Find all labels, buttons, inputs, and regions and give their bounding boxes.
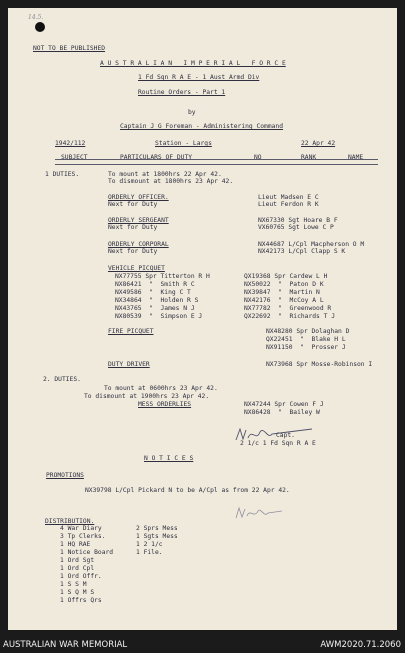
orderly-officer-next: Next for Duty: [108, 201, 158, 208]
distribution-left-10: 1 Offrs Qrs: [60, 597, 102, 604]
pencil-mark: 14.5.: [28, 14, 44, 21]
header-rule-bottom: [55, 164, 378, 165]
vehicle-picquet-left-4: NX34864 " Holden R S: [115, 297, 199, 304]
initials-signature: [234, 506, 284, 522]
orderly-officer-line1: Lieut Madsen E C: [258, 194, 319, 201]
classification: NOT TO BE PUBLISHED: [33, 45, 106, 52]
vehicle-picquet-left-2: NX86421 " Smith R C: [115, 281, 195, 288]
fire-picquet-line2: QX22451 " Blake H L: [266, 336, 346, 343]
duties2-label: 2. DUTIES.: [43, 376, 81, 383]
signature-rank: Capt.: [276, 432, 295, 439]
order-title: Routine Orders - Part 1: [138, 89, 226, 96]
commander: Captain J G Foreman - Administering Command: [120, 123, 284, 130]
force-title: A U S T R A L I A N I M P E R I A L F O R C E: [100, 60, 286, 67]
vehicle-picquet-right-6: QX22692 " Richards T J: [244, 313, 335, 320]
duties2-mount: To mount at 0600hrs 23 Apr 42.: [104, 385, 218, 392]
vehicle-picquet-left-6: NX80539 " Simpson E J: [115, 313, 203, 320]
col-name: NAME: [348, 154, 364, 161]
distribution-left-3: 1 HQ RAE: [60, 541, 91, 548]
vehicle-picquet-left-1: NX77755 Spr Titterton R H: [115, 273, 210, 280]
fire-picquet-line3: NX91150 " Prosser J: [266, 344, 346, 351]
vehicle-picquet-right-5: NX77782 " Greenwood R: [244, 305, 332, 312]
distribution-right-3: 1 2 1/c: [136, 541, 163, 548]
mess-orderlies-title: MESS ORDERLIES: [138, 401, 192, 408]
footer-accession: AWM2020.71.2060: [320, 640, 401, 650]
vehicle-picquet-title: VEHICLE PICQUET: [108, 265, 165, 272]
duties1-label: 1 DUTIES.: [45, 171, 80, 178]
fire-picquet-line1: NX48280 Spr Dolaghan D: [266, 328, 350, 335]
vehicle-picquet-right-3: NX39847 " Martin N: [244, 289, 320, 296]
footer-source: AUSTRALIAN WAR MEMORIAL: [3, 640, 128, 650]
col-subject: SUBJECT: [61, 154, 88, 161]
mess-orderlies-line1: NX47244 Spr Cowen F J: [244, 401, 324, 408]
orderly-officer-line2: Lieut Ferdon R K: [258, 201, 319, 208]
duty-driver-line: NX73968 Spr Mosse-Robinson I: [266, 361, 373, 368]
notices-heading: N O T I C E S: [144, 455, 194, 462]
mess-orderlies-line2: NX86428 " Bailey W: [244, 409, 320, 416]
vehicle-picquet-right-4: NX42176 " McCoy A L: [244, 297, 324, 304]
distribution-left-2: 3 Tp Clerks.: [60, 533, 106, 540]
distribution-left-7: 1 Ord Offr.: [60, 573, 102, 580]
distribution-left-9: 1 S Q M S: [60, 589, 95, 596]
distribution-right-1: 2 Sprs Mess: [136, 525, 178, 532]
orderly-sergeant-title: ORDERLY SERGEANT: [108, 217, 169, 224]
distribution-left-8: 1 S S M: [60, 581, 87, 588]
order-ref: 1942/112: [55, 140, 86, 147]
orderly-sergeant-line1: NX67330 Sgt Hoare B F: [258, 217, 338, 224]
vehicle-picquet-right-2: NX50022 " Paton D K: [244, 281, 324, 288]
by-label: by: [188, 109, 196, 116]
orderly-corporal-next: Next for Duty: [108, 248, 158, 255]
distribution-left-6: 1 Ord Cpl: [60, 565, 95, 572]
signature-unit: 2 1/c 1 Fd Sqn R A E: [240, 440, 316, 447]
orderly-corporal-line2: NX42173 L/Cpl Clapp S K: [258, 248, 346, 255]
col-no: NO: [254, 154, 262, 161]
station: Station - Largs: [155, 140, 212, 147]
orderly-corporal-title: ORDERLY CORPORAL: [108, 241, 169, 248]
distribution-right-2: 1 Sgts Mess: [136, 533, 178, 540]
promotions-title: PROMOTIONS: [46, 472, 84, 479]
distribution-left-4: 1 Notice Board: [60, 549, 114, 556]
distribution-left-1: 4 War Diary: [60, 525, 102, 532]
distribution-right-4: 1 File.: [136, 549, 163, 556]
header-rule: [55, 159, 378, 160]
orderly-sergeant-next: Next for Duty: [108, 224, 158, 231]
duty-driver-title: DUTY DRIVER: [108, 361, 150, 368]
vehicle-picquet-left-3: NX49586 " King C T: [115, 289, 191, 296]
routine-orders-document: [8, 8, 397, 630]
duties1-dismount: To dismount at 1800hrs 23 Apr 42.: [108, 178, 234, 185]
fire-picquet-title: FIRE PICQUET: [108, 328, 154, 335]
punch-hole: [35, 22, 45, 32]
duties2-dismount: To dismount at 1900hrs 23 Apr 42.: [84, 393, 210, 400]
promotion-line: NX39798 L/Cpl Pickard N to be A/Cpl as from 22 Apr 42.: [85, 487, 290, 494]
orderly-officer-title: ORDERLY OFFICER.: [108, 194, 169, 201]
duties1-mount: To mount at 1800hrs 22 Apr 42.: [108, 171, 222, 178]
col-particulars: PARTICULARS OF DUTY: [120, 154, 193, 161]
order-date: 22 Apr 42: [301, 140, 336, 147]
orderly-sergeant-line2: VX60765 Sgt Lowe C P: [258, 224, 334, 231]
distribution-left-5: 1 Ord Sgt: [60, 557, 95, 564]
orderly-corporal-line1: NX44687 L/Cpl Macpherson O M: [258, 241, 365, 248]
archive-footer: [0, 638, 405, 653]
col-rank: RANK: [301, 154, 317, 161]
vehicle-picquet-left-5: NX43765 " James N J: [115, 305, 195, 312]
unit-title: 1 Fd Sqn R A E - 1 Aust Armd Div: [138, 74, 260, 81]
vehicle-picquet-right-1: QX19368 Spr Cardew L H: [244, 273, 328, 280]
distribution-title: DISTRIBUTION.: [45, 518, 95, 525]
